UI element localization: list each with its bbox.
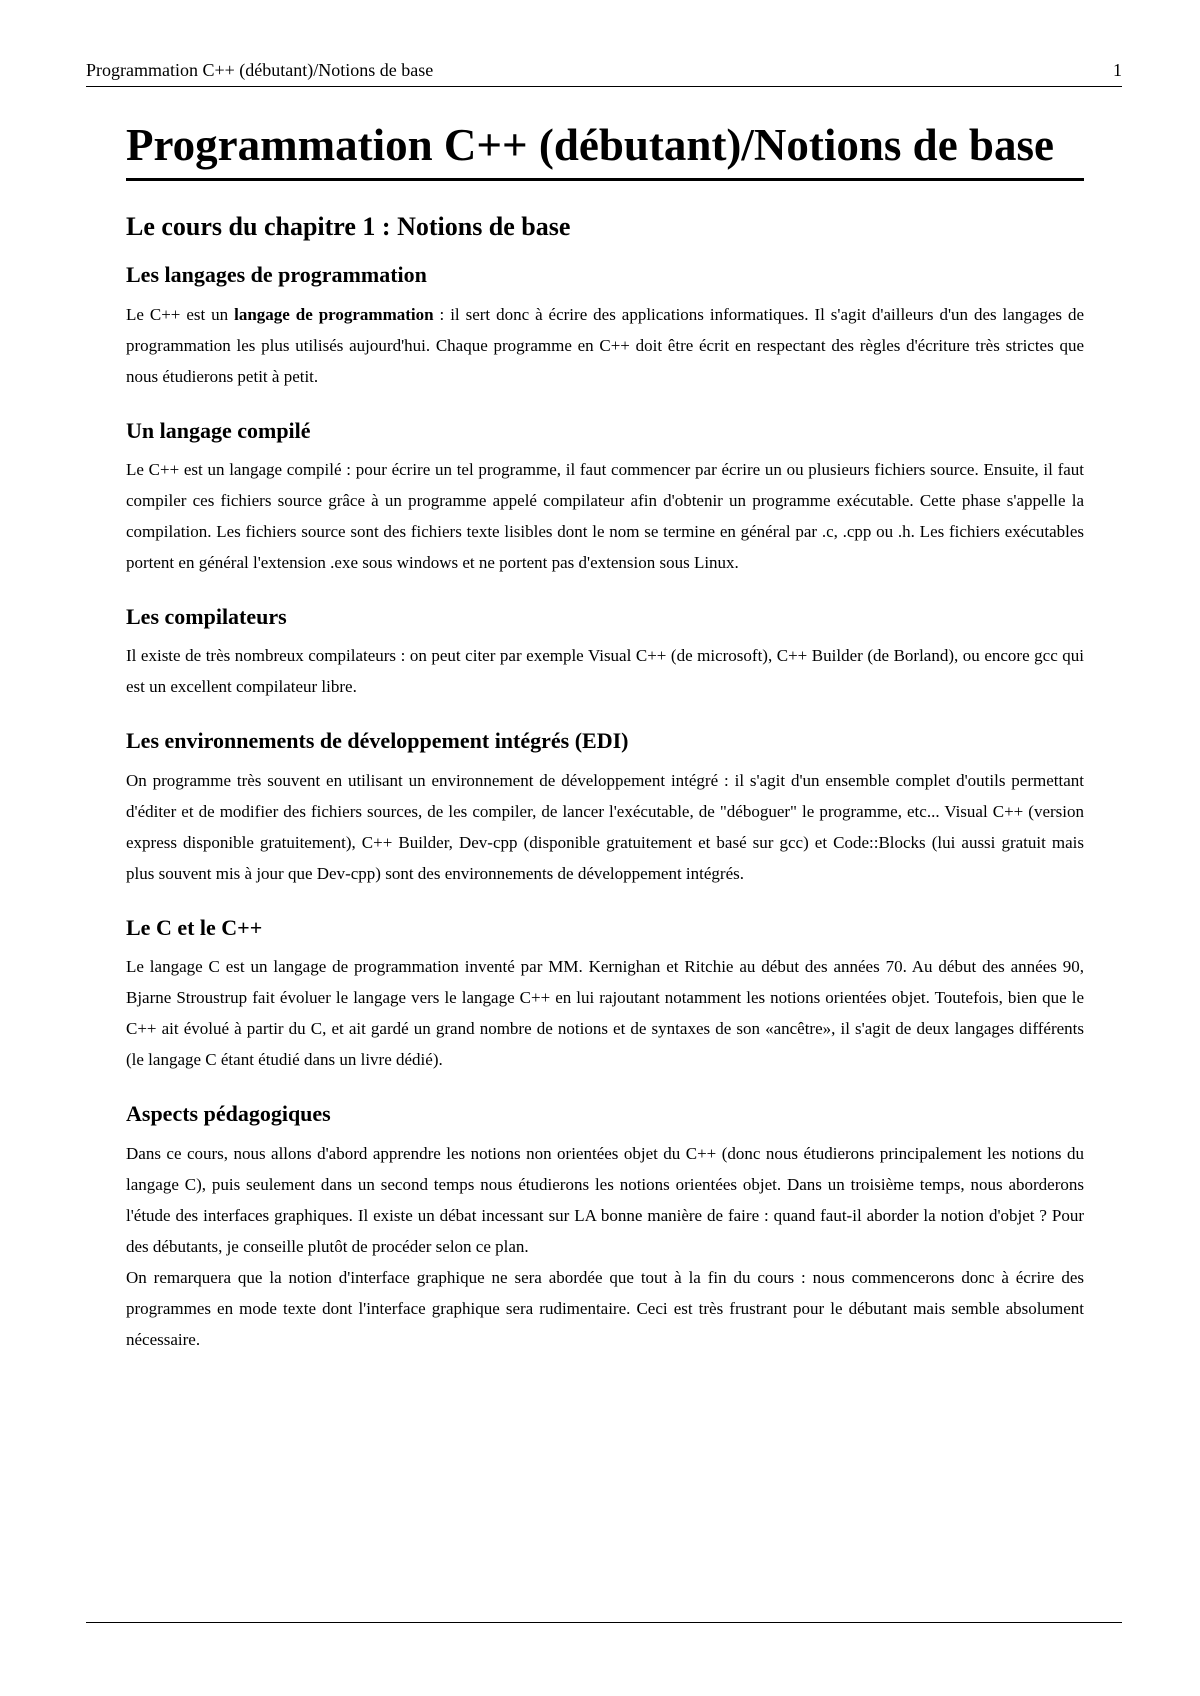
section-heading: Un langage compilé — [126, 417, 311, 443]
section-paragraph: Il existe de très nombreux compilateurs : on peut citer par exemple Visual C++ (de microsoft), C++ Builder (de Borland), ou encore gcc qui est un excellent compilateur libre. — [126, 646, 1084, 697]
section-langages — [126, 262, 1084, 391]
running-header — [86, 60, 1122, 87]
section-compilateurs — [126, 604, 1084, 702]
paragraph-text: : il sert donc à écrire des applications informatiques. Il s'agit d'ailleurs d'un des langages de programmation les plus utilisés aujourd'hui. Chaque programme en C++ doit être écrit en respectant des règles d'écriture très strictes que nous étudierons petit à petit. — [126, 304, 1085, 386]
section-edi — [126, 728, 1084, 888]
section-c-cpp — [126, 915, 1084, 1075]
section-paragraph: On programme très souvent en utilisant un environnement de développement intégré : il s'agit d'un ensemble complet d'outils permettant d'éditer et de modifier des fichiers sources, de les compiler, de lancer l'exécutable, de "déboguer" le programme, etc... Visual C++ (version express disponible gratuitement), C++ Builder, Dev-cpp (disponible gratuitement et basé sur gcc) et Code::Blocks (lui aussi gratuit mais plus souvent mis à jour que Dev-cpp) sont des environnements de développement intégrés. — [126, 770, 1084, 883]
running-header-title: Programmation C++ (débutant)/Notions de base — [86, 60, 434, 80]
section-heading: Aspects pédagogiques — [126, 1101, 331, 1127]
section-pedagogie — [126, 1101, 1084, 1354]
paragraph-text: Le C++ est un — [126, 304, 235, 324]
section-paragraph: Le langage C est un langage de programmation inventé par MM. Kernighan et Ritchie au début des années 70. Au début des années 90, Bjarne Stroustrup fait évoluer le langage vers le langage C++ en lui rajoutant notamment les notions orientées objet. Toutefois, bien que le C++ ait évolué à partir du C, et ait gardé un grand nombre de notions et de syntaxes de son «ancêtre», il s'agit de deux langages différents (le langage C étant étudié dans un livre dédié). — [126, 957, 1084, 1070]
page-content — [126, 118, 1084, 1355]
section-paragraph: Dans ce cours, nous allons d'abord apprendre les notions non orientées objet du C++ (donc nous étudierons principalement les notions du langage C), puis seulement dans un second temps nous étudierons les notions orientées objet. Dans un troisième temps, nous aborderons l'étude des interfaces graphiques. Il existe un débat incessant sur LA bonne manière de faire : quand faut-il aborder la notion d'objet ? Pour des débutants, je conseille plutôt de procéder selon ce plan. — [126, 1143, 1084, 1256]
chapter-heading: Le cours du chapitre 1 : Notions de base — [126, 212, 571, 241]
section-compile — [126, 418, 1084, 578]
section-paragraph: On remarquera que la notion d'interface graphique ne sera abordée que tout à la fin du cours : nous commencerons donc à écrire des programmes en mode texte dont l'interface graphique sera rudimentaire. Ceci est très frustrant pour le débutant mais semble absolument nécessaire. — [126, 1267, 1084, 1349]
section-paragraph — [126, 299, 1084, 392]
section-heading: Les environnements de développement intégrés (EDI) — [126, 728, 629, 754]
section-paragraph: Le C++ est un langage compilé : pour écrire un tel programme, il faut commencer par écrire un ou plusieurs fichiers source. Ensuite, il faut compiler ces fichiers source grâce à un programme appelé compilateur afin d'obtenir un programme exécutable. Cette phase s'appelle la compilation. Les fichiers source sont des fichiers texte lisibles dont le nom se termine en général par .c, .cpp ou .h. Les fichiers exécutables portent en général l'extension .exe sous windows et ne portent pas d'extension sous Linux. — [126, 459, 1084, 572]
footer-rule — [86, 1622, 1122, 1623]
section-heading: Les langages de programmation — [126, 262, 427, 288]
page-number: 1 — [1113, 60, 1122, 80]
paragraph-bold-term: langage de programmation — [234, 304, 434, 324]
section-heading: Le C et le C++ — [126, 914, 263, 940]
section-heading: Les compilateurs — [126, 603, 287, 629]
page-title: Programmation C++ (débutant)/Notions de base — [126, 118, 1084, 181]
